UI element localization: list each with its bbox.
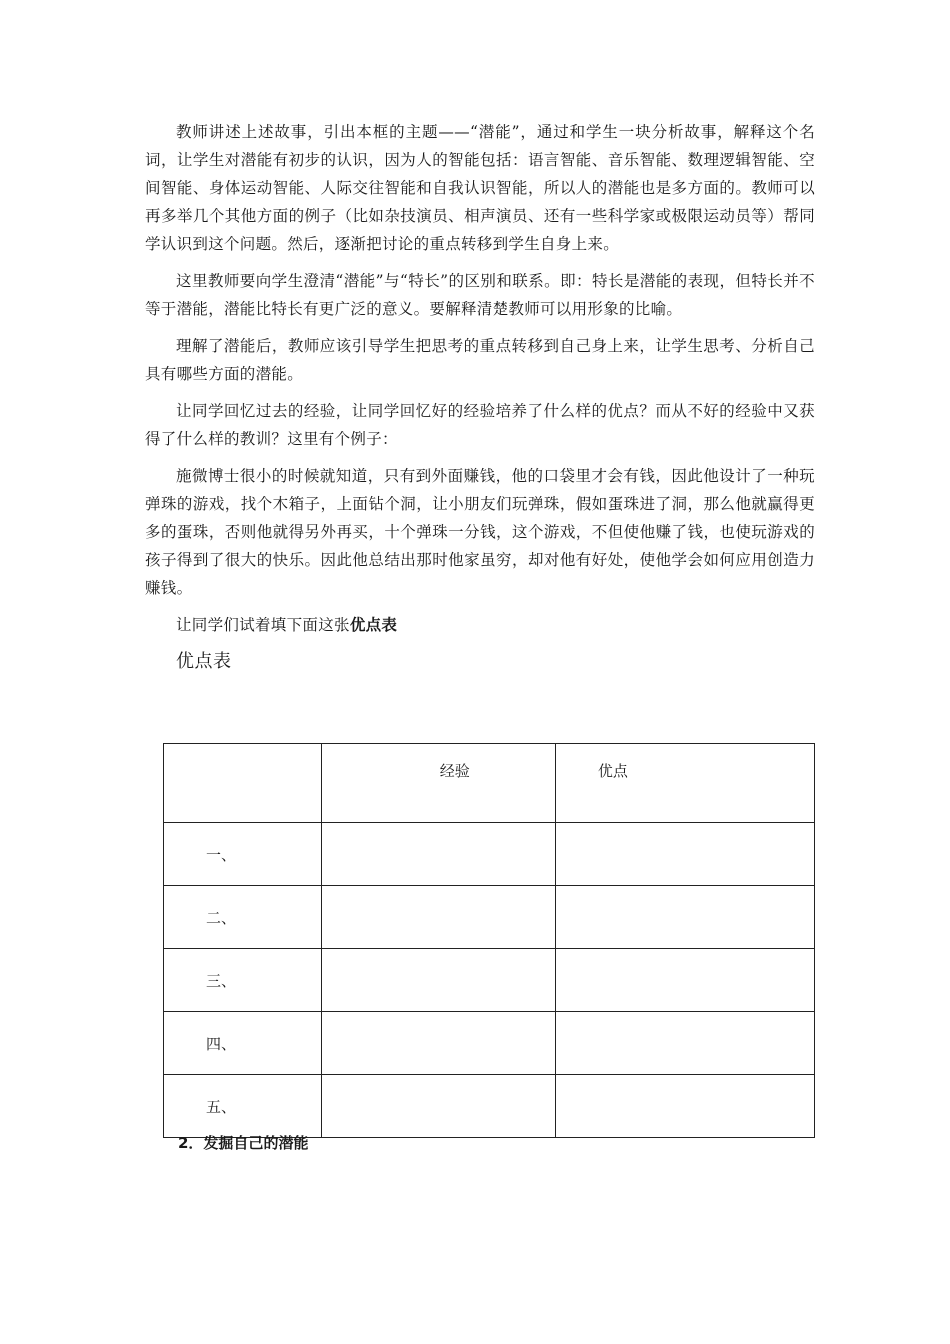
merit-table [163, 743, 815, 1138]
header-cell-merit: 优点 [555, 744, 814, 823]
row-label: 五、 [164, 1075, 322, 1138]
paragraph-clarify: 这里教师要向学生澄清“潜能”与“特长”的区别和联系。即：特长是潜能的表现，但特长并不等于潜能，潜能比特长有更广泛的意义。要解释清楚教师可以用形象的比喻。 [145, 272, 815, 318]
row-label: 二、 [164, 886, 322, 949]
row-label: 三、 [164, 949, 322, 1012]
section-heading: 2．发掘自己的潜能 [178, 1134, 309, 1152]
row-label: 一、 [164, 823, 322, 886]
merit-cell[interactable] [555, 949, 814, 1012]
row-label: 四、 [164, 1012, 322, 1075]
paragraph-story: 施微博士很小的时候就知道，只有到外面赚钱，他的口袋里才会有钱，因此他设计了一种玩弹珠的游戏，找个木箱子，上面钻个洞，让小朋友们玩弹珠，假如蛋珠进了洞，那么他就赢得更多的蛋珠，否则他就得另外再买，十个弹珠一分钱，这个游戏，不但使他赚了钱，也使玩游戏的孩子得到了很大的快乐。因此他总结出那时他家虽穷，却对他有好处，使他学会如何应用创造力赚钱。 [145, 467, 815, 597]
table-row [164, 949, 815, 1012]
experience-cell[interactable] [321, 1075, 555, 1138]
table-header-row [164, 744, 815, 823]
merit-cell[interactable] [555, 1075, 814, 1138]
table-row [164, 1012, 815, 1075]
fill-prompt-bold: 优点表 [349, 616, 398, 634]
table-row [164, 1075, 815, 1138]
merit-cell[interactable] [555, 886, 814, 949]
table-row [164, 823, 815, 886]
merit-cell[interactable] [555, 823, 814, 886]
header-cell-blank [164, 744, 322, 823]
experience-cell[interactable] [321, 886, 555, 949]
header-cell-experience: 经验 [321, 744, 555, 823]
document-body [145, 118, 815, 686]
experience-cell[interactable] [321, 823, 555, 886]
fill-prompt-text: 让同学们试着填下面这张 [176, 616, 350, 634]
paragraph-reflect: 理解了潜能后，教师应该引导学生把思考的重点转移到自己身上来，让学生思考、分析自己具有哪些方面的潜能。 [145, 337, 815, 383]
merit-cell[interactable] [555, 1012, 814, 1075]
experience-cell[interactable] [321, 949, 555, 1012]
paragraph-intro: 教师讲述上述故事，引出本框的主题——“潜能”，通过和学生一块分析故事，解释这个名词，让学生对潜能有初步的认识，因为人的智能包括：语言智能、音乐智能、数理逻辑智能、空间智能、身体运动智能、人际交往智能和自我认识智能，所以人的潜能也是多方面的。教师可以再多举几个其他方面的例子（比如杂技演员、相声演员、还有一些科学家或极限运动员等）帮同学认识到这个问题。然后，逐渐把讨论的重点转移到学生自身上来。 [145, 123, 815, 253]
paragraph-fill-prompt [145, 611, 815, 639]
table-row [164, 886, 815, 949]
experience-cell[interactable] [321, 1012, 555, 1075]
paragraph-experience: 让同学回忆过去的经验，让同学回忆好的经验培养了什么样的优点？而从不好的经验中又获得了什么样的教训？这里有个例子： [145, 402, 815, 448]
table-caption: 优点表 [176, 651, 232, 672]
